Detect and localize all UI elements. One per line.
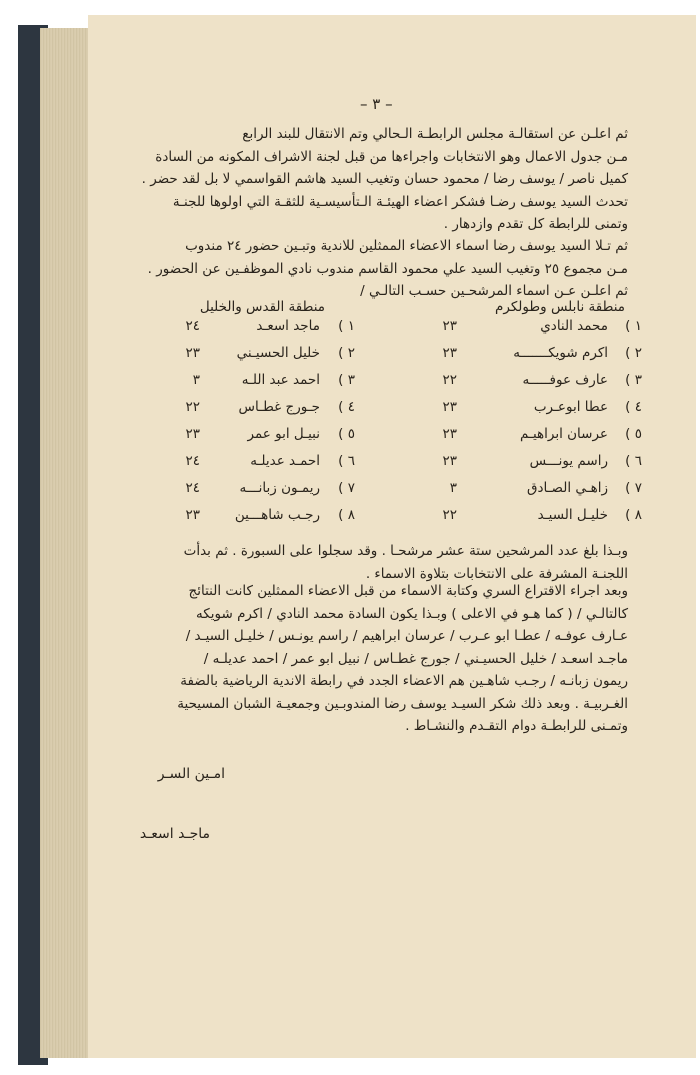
vote-count: ٣ [449,480,457,496]
vote-count: ٢٤ [185,318,200,334]
candidate-row [0,426,700,453]
text-line: وبعد اجراء الاقتراع السري وكتابة الاسماء من قبل الاعضاء الممثلين كانت النتائج [188,583,628,599]
text-line: كميل ناصر / يوسف رضا / محمود حسان وتغيب السيد هاشم القواسمي لا بل لقد حضر . [141,171,628,187]
row-number: ٢ ) [338,345,355,361]
row-number: ٧ ) [338,480,355,496]
vote-count: ٢٣ [442,318,457,334]
vote-count: ٢٣ [185,507,200,523]
candidate-name: رجـب شاهـــين [234,507,320,523]
vote-count: ٢٣ [442,426,457,442]
background-left [0,0,18,1075]
row-number: ١ ) [625,318,642,334]
row-number: ٣ ) [338,372,355,388]
vote-count: ٣ [192,372,200,388]
text-line: ريمون زبانـه / رجـب شاهـين هم الاعضاء الجدد في رابطة الاندية الرياضية بالضفة [180,673,628,689]
candidate-name: عرسان ابراهيـم [520,426,608,442]
candidate-name: محمد النادي [540,318,608,334]
row-number: ٥ ) [625,426,642,442]
row-number: ٨ ) [625,507,642,523]
row-number: ٤ ) [338,399,355,415]
text-line: كالتالـي / ( كما هـو في الاعلى ) وبـذا يكون السادة محمد النادي / اكرم شويكه [196,605,628,622]
row-number: ٥ ) [338,426,355,442]
text-line: الغـربيـة . وبعد ذلك شكر السيـد يوسف رضا المندوبـين وجمعيـة الشبان المسيحية [177,695,628,712]
row-number: ٣ ) [625,372,642,388]
vote-count: ٢٣ [442,345,457,361]
vote-count: ٢٣ [442,399,457,415]
text-line: ثم اعلـن عن استقالـة مجلس الرابطـة الـحالي وتم الانتقال للبند الرابع [242,126,628,142]
vote-count: ٢٣ [442,453,457,469]
row-number: ٧ ) [625,480,642,496]
vote-count: ٢٣ [185,345,200,361]
candidate-name: عارف عوفـــــه [522,372,608,388]
row-number: ٤ ) [625,399,642,415]
candidate-name: اكرم شويكـــــــه [513,345,608,361]
signature-title: امـين السـر [157,766,225,782]
row-number: ٨ ) [338,507,355,523]
row-number: ٢ ) [625,345,642,361]
text-line: ثم تـلا السيد يوسف رضا اسماء الاعضاء الممثلين للاندية وتبـين حضور ٢٤ مندوب [185,238,628,254]
text-line: وتمنى للرابطة كل تقدم وازدهار . [443,216,628,232]
page-edges [40,28,90,1058]
candidate-name: راسم يونـــس [529,453,608,469]
region-header-jerusalem: منطقة القدس والخليل [199,299,325,315]
candidate-row [0,372,700,399]
paragraph-attendance [108,235,628,303]
text-line: مـن مجموع ٢٥ وتغيب السيد علي محمود القاسم مندوب نادي الموظفـين عن الحضور . [147,260,628,277]
candidate-name: نبيـل ابو عمر [247,426,320,442]
candidate-row [0,345,700,372]
candidate-row [0,507,700,534]
candidate-name: احمد عبد اللـه [241,372,320,388]
text-line: ماجـد اسعـد / خليل الحسيـني / جورج غطـاس / نبيل ابو عمر / احمد عديلـه / [203,650,628,667]
vote-count: ٢٤ [185,453,200,469]
text-line: وبـذا بلغ عدد المرشحين ستة عشر مرشحـا . وقد سجلوا على السبورة . ثم بدأت [183,543,628,559]
region-header-nablus: منطقة نابلس وطولكرم [495,299,625,315]
text-line: مـن جدول الاعمال وهو الانتخابات واجراءها من قبل لجنة الاشراف المكونه من السادة [155,148,628,165]
candidate-name: جـورج غطـاس [238,399,320,415]
candidate-name: عطا ابوعـرب [533,399,608,415]
row-number: ٦ ) [338,453,355,469]
paragraph-resignation [108,123,628,236]
candidate-name: زاهـي الصـادق [526,480,608,496]
candidate-row [0,318,700,345]
text-line: تحدث السيد يوسف رضـا فشكر اعضاء الهيئـة الـتأسيسـية للثقـة التي اولوها للجنـة [172,193,628,210]
candidate-name: خليل الحسيـني [236,345,320,361]
vote-count: ٢٣ [185,426,200,442]
candidate-row [0,453,700,480]
page-number: – ٣ – [360,95,393,113]
row-number: ٦ ) [625,453,642,469]
paragraph-results [108,580,628,738]
vote-count: ٢٢ [185,399,200,415]
vote-count: ٢٢ [442,507,457,523]
candidate-row [0,399,700,426]
candidate-row [0,480,700,507]
signature-name: ماجـد اسعـد [139,826,210,842]
candidate-name: ماجد اسعـد [256,318,320,334]
row-number: ١ ) [338,318,355,334]
candidate-name: احمـد عديلـه [250,453,320,469]
candidate-name: خليـل السيـد [537,507,608,523]
paragraph-candidates-count [108,540,628,585]
candidate-name: ريمـون زبانـــه [239,480,320,496]
text-line: ثم اعلـن عـن اسماء المرشحـين حسـب التالـي / [360,283,628,299]
vote-count: ٢٤ [185,480,200,496]
vote-count: ٢٢ [442,372,457,388]
text-line: عـارف عوفـه / عطـا ابو عـرب / عرسان ابراهيم / راسم يونـس / خليـل السيـد / [185,628,628,644]
text-line: اللجنـة المشرفة على الانتخابات بتلاوة الاسماء . [365,565,628,582]
text-line: وتمـنى للرابطـة دوام التقـدم والنشـاط . [405,718,628,734]
